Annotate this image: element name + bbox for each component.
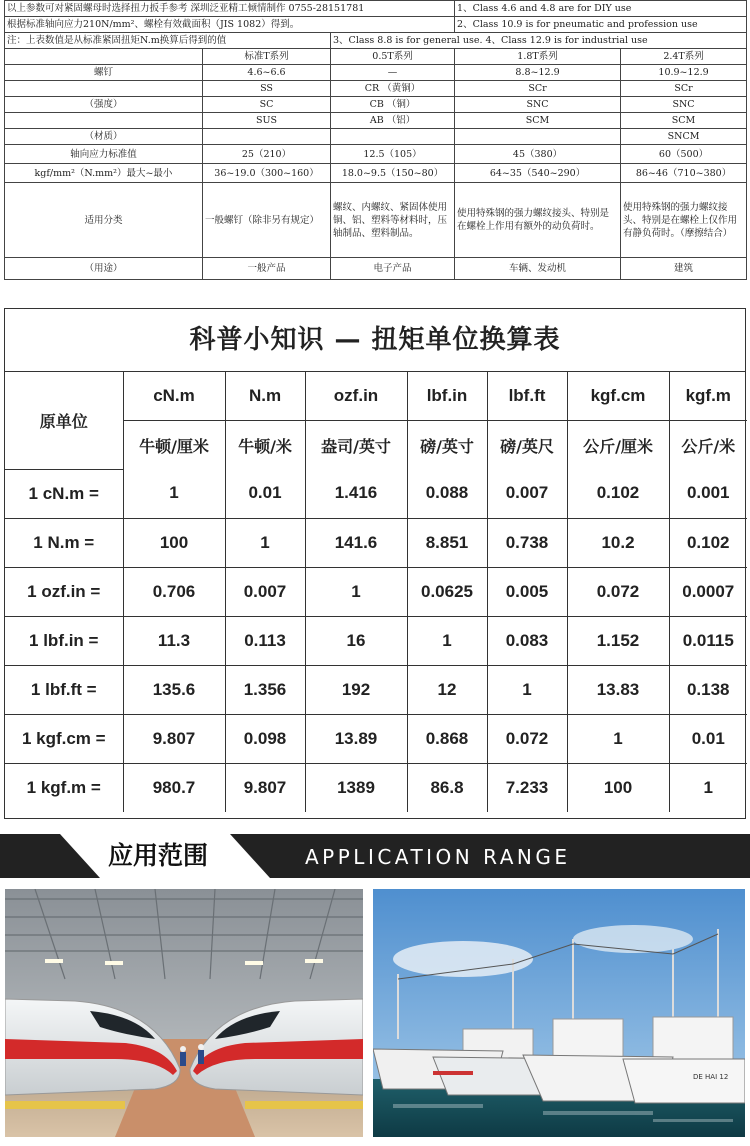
grade-cell: — [331,65,455,81]
axial-cell: 25（210） [203,145,331,164]
value-cell: 0.102 [567,469,669,518]
row-label: 1 N.m = [5,518,123,567]
value-cell: 0.072 [487,714,567,763]
material-cell: SCr [621,81,747,97]
material-cell: SUS [203,113,331,129]
note-3: 注：上表数值是从标准紧固扭矩N.m换算后得到的值 [5,33,331,49]
value-cell: 0.083 [487,616,567,665]
row-label: 1 kgf.cm = [5,714,123,763]
material-cell: SNC [455,97,621,113]
value-cell: 1 [305,567,407,616]
unit-header: ozf.in [305,372,407,421]
grade-cell: 8.8~12.9 [455,65,621,81]
material-cell [203,129,331,145]
train-depot-photo [5,889,363,1137]
value-cell: 11.3 [123,616,225,665]
unit-header-cn: 牛顿/厘米 [123,421,225,470]
value-cell: 0.088 [407,469,487,518]
value-cell: 1.356 [225,665,305,714]
use-cell: 电子产品 [331,258,455,280]
value-cell: 100 [567,763,669,812]
material-cell: AB （铝） [331,113,455,129]
application-banner [0,834,750,878]
axial-cell: 45（380） [455,145,621,164]
table-row [5,763,747,812]
value-cell: 0.01 [669,714,747,763]
value-cell: 0.001 [669,469,747,518]
value-cell: 1389 [305,763,407,812]
series-header: 0.5T系列 [331,49,455,65]
value-cell: 86.8 [407,763,487,812]
note-2: 根据标准轴向应力210N/mm²、螺栓有效截面积（JIS 1082）得到。 [5,17,455,33]
table-row [5,714,747,763]
note-1: 以上参数可对紧固螺母时选择扭力扳手参考 深圳泛亚精工倾情制作 0755-28151781 [5,1,455,17]
note-1-right: 1、Class 4.6 and 4.8 are for DIY use [455,1,747,17]
unit-header: kgf.cm [567,372,669,421]
use-cell: 一般产品 [203,258,331,280]
torque-conversion-table [4,308,746,819]
material-cell: SCM [621,113,747,129]
value-cell: 135.6 [123,665,225,714]
note-3-right: 3、Class 8.8 is for general use. 4、Class 12.9 is for industrial use [331,33,747,49]
unit-header: lbf.ft [487,372,567,421]
row-label: 1 lbf.in = [5,616,123,665]
value-cell: 1 [123,469,225,518]
torque-title: 科普小知识 — 扭矩单位换算表 [5,309,745,372]
value-cell: 0.0625 [407,567,487,616]
material-cell: SNCM [621,129,747,145]
banner-title-en: APPLICATION RANGE [305,845,571,869]
range-label: kgf/mm²（N.mm²）最大~最小 [5,164,203,183]
value-cell: 0.706 [123,567,225,616]
boat-hull-text: DE HAI 12 [693,1073,729,1081]
range-cell: 64~35（540~290） [455,164,621,183]
axial-label: 轴向应力标准值 [5,145,203,164]
material-cell [331,129,455,145]
value-cell: 8.851 [407,518,487,567]
table-row [5,616,747,665]
row-label-material: （材质） [5,129,203,145]
value-cell: 0.007 [487,469,567,518]
range-cell: 86~46（710~380） [621,164,747,183]
value-cell: 0.138 [669,665,747,714]
value-cell: 0.072 [567,567,669,616]
value-cell: 7.233 [487,763,567,812]
material-cell: SC [203,97,331,113]
value-cell: 1.416 [305,469,407,518]
value-cell: 0.098 [225,714,305,763]
series-header: 2.4T系列 [621,49,747,65]
row-label: 1 cN.m = [5,469,123,518]
fishing-boats-photo [373,889,745,1137]
row-label-screw: 螺钉 [5,65,203,81]
apply-cell: 使用特殊钢的强力螺纹接头、特别是在螺栓上作用有额外的动负荷时。 [455,183,621,258]
unit-header-cn: 盎司/英寸 [305,421,407,470]
grade-cell: 10.9~12.9 [621,65,747,81]
series-header: 标准T系列 [203,49,331,65]
value-cell: 9.807 [225,763,305,812]
value-cell: 1 [407,616,487,665]
value-cell: 1 [669,763,747,812]
value-cell: 192 [305,665,407,714]
range-cell: 18.0~9.5（150~80） [331,164,455,183]
value-cell: 1.152 [567,616,669,665]
row-label: 1 ozf.in = [5,567,123,616]
use-cell: 建筑 [621,258,747,280]
unit-header: lbf.in [407,372,487,421]
value-cell: 1 [225,518,305,567]
torque-grid [5,372,747,812]
value-cell: 12 [407,665,487,714]
value-cell: 980.7 [123,763,225,812]
unit-header-cn: 牛顿/米 [225,421,305,470]
row-label: 1 kgf.m = [5,763,123,812]
fishing-boats-illustration [373,889,745,1137]
material-cell: SNC [621,97,747,113]
train-depot-illustration [5,889,363,1137]
value-cell: 0.007 [225,567,305,616]
material-cell: SCM [455,113,621,129]
table-row [5,567,747,616]
table-row [5,518,747,567]
value-cell: 100 [123,518,225,567]
value-cell: 0.102 [669,518,747,567]
unit-header-cn: 磅/英尺 [487,421,567,470]
grade-cell: 4.6~6.6 [203,65,331,81]
range-cell: 36~19.0（300~160） [203,164,331,183]
apply-label: 适用分类 [5,183,203,258]
value-cell: 1 [567,714,669,763]
axial-cell: 12.5（105） [331,145,455,164]
unit-header-cn: 磅/英寸 [407,421,487,470]
axial-cell: 60（500） [621,145,747,164]
value-cell: 141.6 [305,518,407,567]
corner-label: 原单位 [5,372,123,469]
torque-rows [5,469,747,812]
use-label: （用途） [5,258,203,280]
value-cell: 13.83 [567,665,669,714]
unit-header-cn: 公斤/厘米 [567,421,669,470]
unit-header: kgf.m [669,372,747,421]
unit-header: N.m [225,372,305,421]
apply-cell: 使用特殊钢的强力螺纹接头、特别是在螺栓上仅作用有静负荷时。（摩擦结合） [621,183,747,258]
row-label: 1 lbf.ft = [5,665,123,714]
value-cell: 0.0007 [669,567,747,616]
value-cell: 9.807 [123,714,225,763]
series-header: 1.8T系列 [455,49,621,65]
apply-cell: 一般螺钉（除非另有规定） [203,183,331,258]
value-cell: 13.89 [305,714,407,763]
use-cell: 车辆、发动机 [455,258,621,280]
apply-cell: 螺纹、内螺纹、紧固体使用铜、铝、塑料等材料时，压轴制品、塑料制品。 [331,183,455,258]
material-cell: SS [203,81,331,97]
value-cell: 0.113 [225,616,305,665]
value-cell: 0.005 [487,567,567,616]
table-row [5,469,747,518]
value-cell: 0.0115 [669,616,747,665]
banner-title-zh: 应用范围 [108,841,209,870]
spec-table [4,0,747,280]
table-row [5,665,747,714]
material-cell: SCr [455,81,621,97]
material-cell [455,129,621,145]
value-cell: 10.2 [567,518,669,567]
note-2-right: 2、Class 10.9 is for pneumatic and profession use [455,17,747,33]
value-cell: 0.738 [487,518,567,567]
material-cell: CR （黄铜） [331,81,455,97]
row-label-strength: （强度） [5,97,203,113]
value-cell: 0.01 [225,469,305,518]
unit-header: cN.m [123,372,225,421]
value-cell: 16 [305,616,407,665]
material-cell: CB （铜） [331,97,455,113]
value-cell: 0.868 [407,714,487,763]
unit-header-cn: 公斤/米 [669,421,747,470]
value-cell: 1 [487,665,567,714]
